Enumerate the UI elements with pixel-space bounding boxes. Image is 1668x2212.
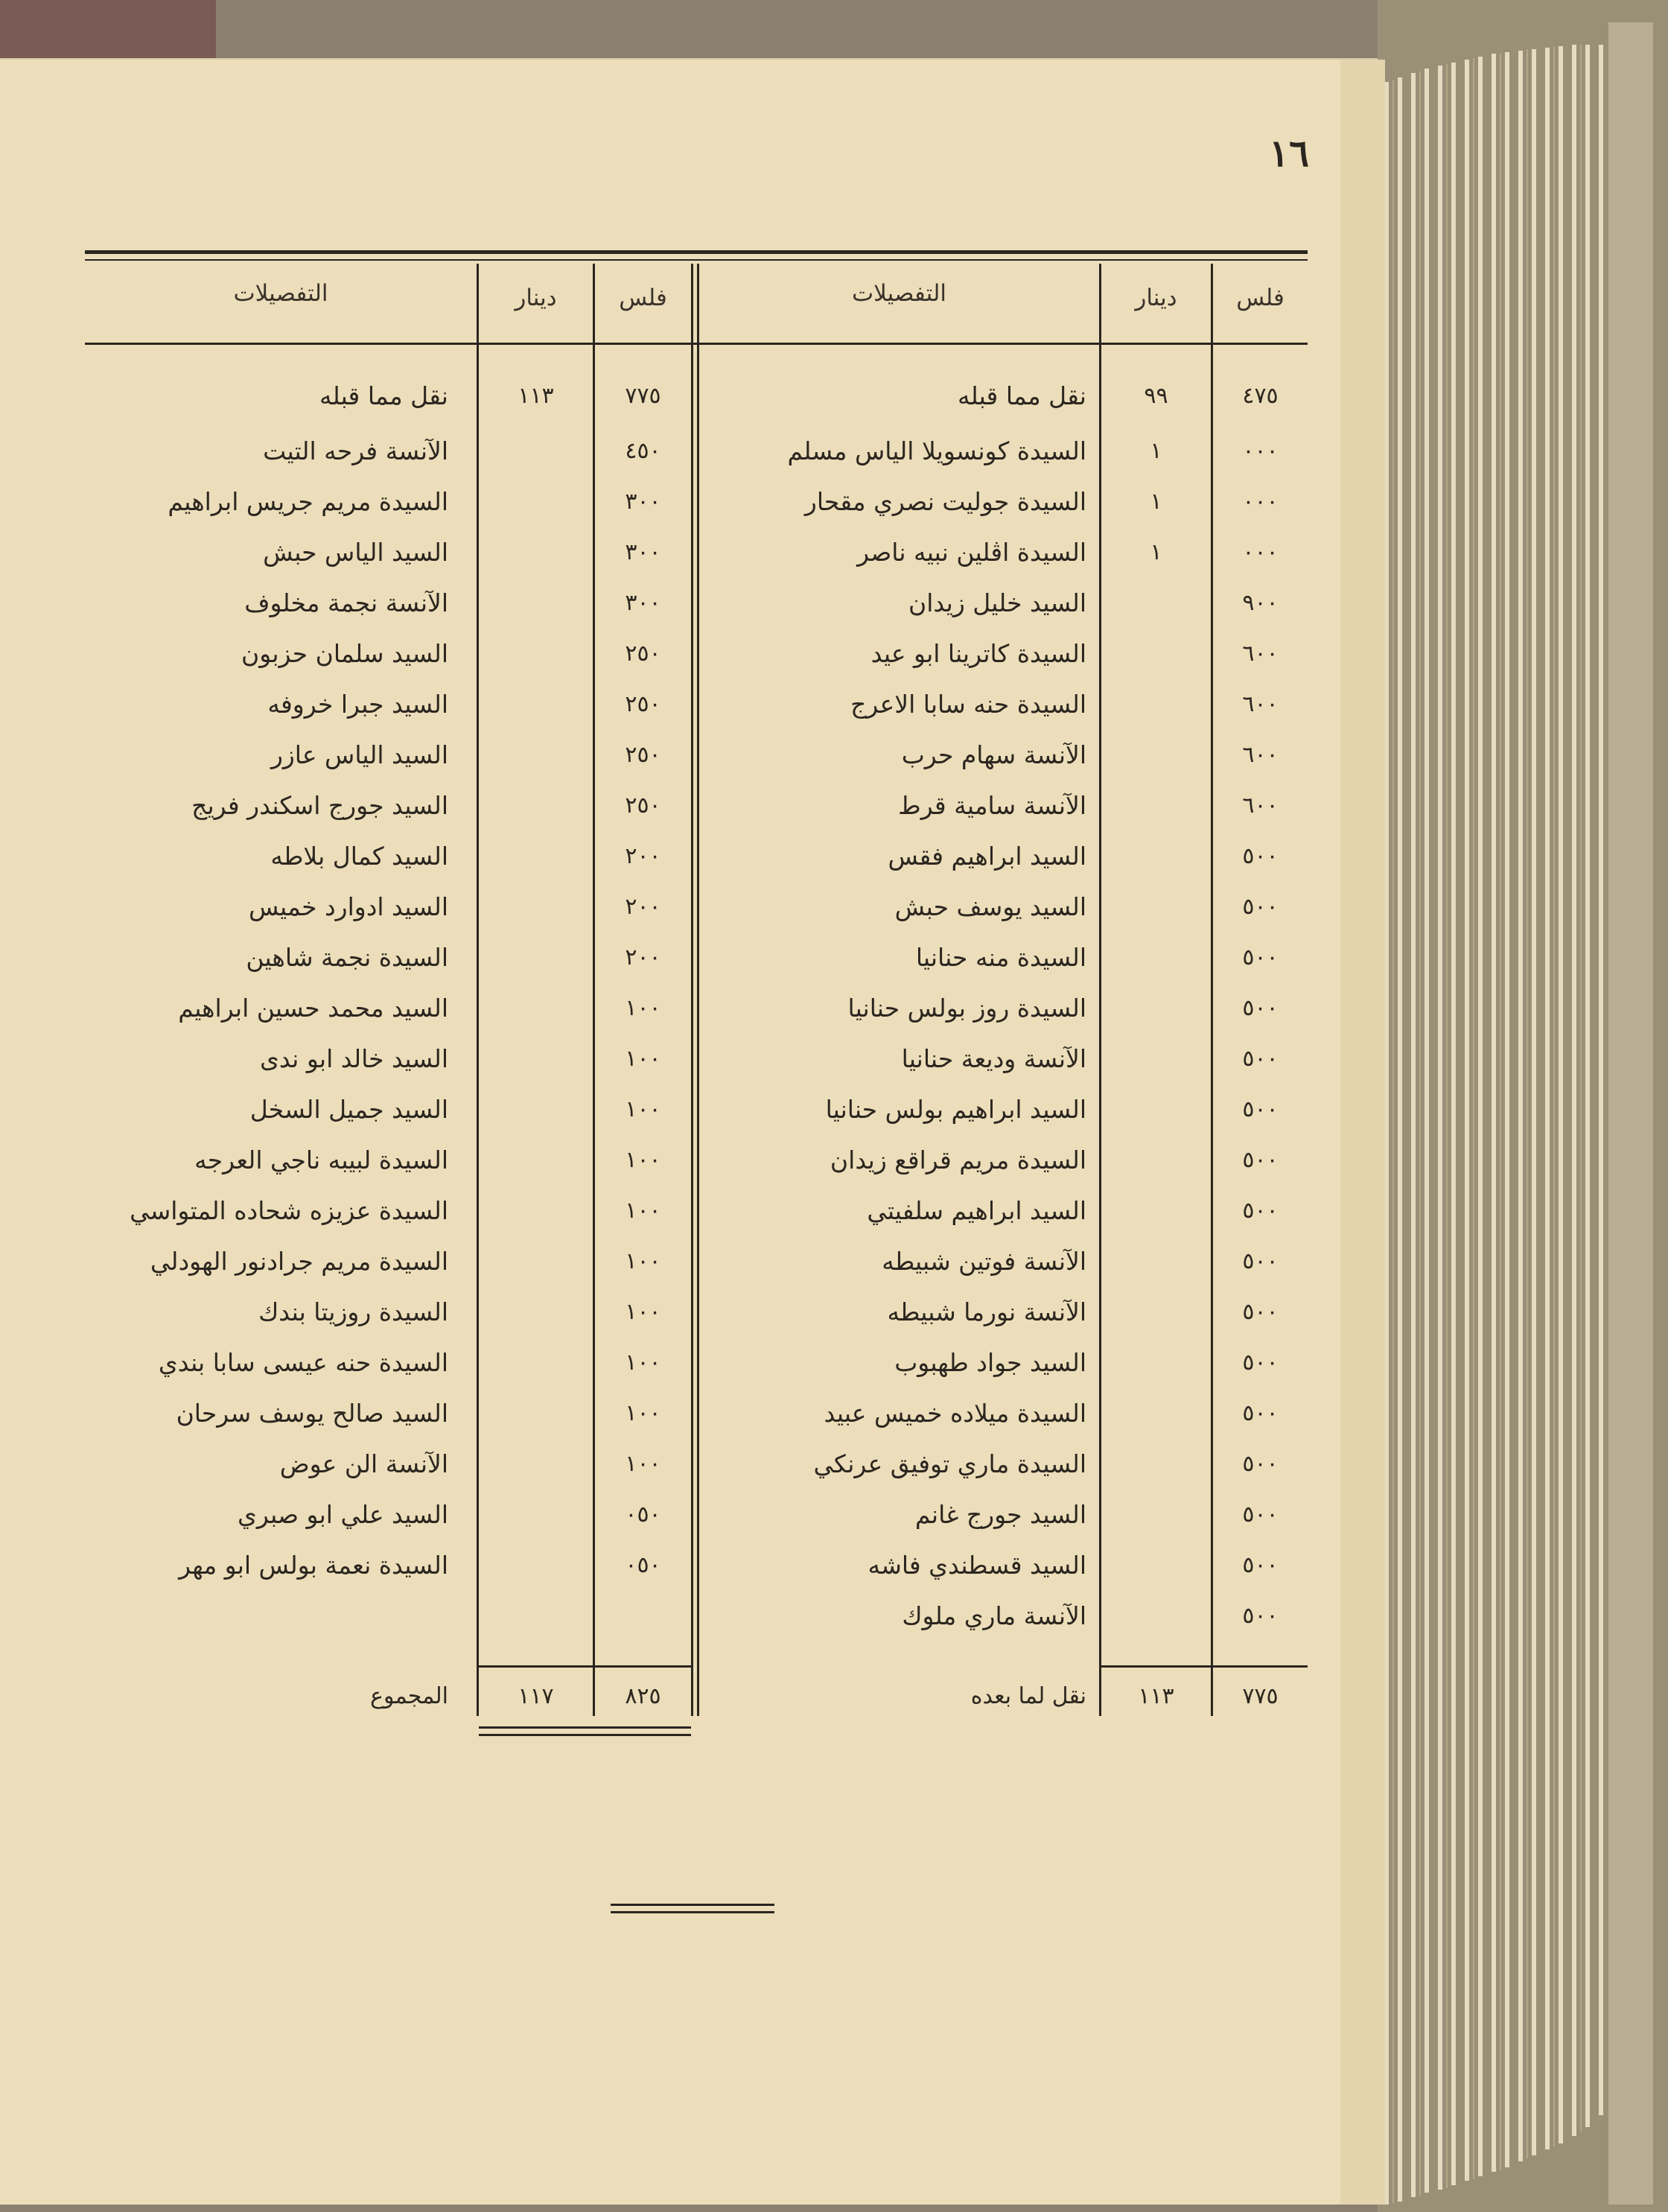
left-total-row: [85, 1671, 1308, 1722]
fils-cell: ٥٠٠: [1242, 944, 1279, 970]
table-row: [85, 527, 1308, 578]
table-row: [85, 1186, 1308, 1236]
dinar-cell: ١١٣: [1138, 1683, 1174, 1709]
dinar-cell: ٩٩: [1144, 383, 1168, 409]
fils-cell: ٥٠٠: [1242, 1147, 1279, 1173]
name-cell: الآنسة فرحه التيت: [263, 436, 448, 465]
name-cell: السيدة لبيبه ناجي العرجه: [194, 1145, 448, 1175]
name-cell: السيدة روزيتا بندك: [258, 1297, 448, 1326]
fils-cell: ٢٠٠: [625, 894, 661, 920]
name-cell: السيد قسطندي فاشه: [868, 1551, 1086, 1580]
fils-cell: ١٠٠: [625, 1451, 661, 1477]
fils-cell: ٦٠٠: [1242, 691, 1279, 717]
fils-cell: ٥٠٠: [1242, 1248, 1279, 1274]
dinar-cell: [479, 1338, 593, 1388]
dinar-cell: [479, 730, 593, 781]
fils-cell: ٧٧٥: [625, 383, 661, 409]
fils-cell: ١٠٠: [625, 1400, 661, 1426]
table-row: [85, 983, 1308, 1034]
fils-cell: ٢٠٠: [625, 944, 661, 970]
name-cell: الآنسة ماري ملوك: [902, 1601, 1086, 1630]
fils-cell: ٩٠٠: [1242, 590, 1279, 616]
fils-cell: ٠٠٠: [1242, 539, 1279, 565]
fils-cell: ٧٧٥: [1242, 1683, 1279, 1709]
name-cell: السيدة عزيزه شحاده المتواسي: [130, 1196, 448, 1225]
name-cell: الآنسة سامية قرط: [898, 791, 1086, 820]
table-row: [85, 629, 1308, 679]
fils-cell: ٢٥٠: [625, 691, 661, 717]
fils-cell: ١٠٠: [625, 1299, 661, 1325]
header-fils-left: فلس: [619, 285, 667, 311]
dinar-cell: [479, 882, 593, 932]
table-row: [85, 679, 1308, 730]
name-cell: السيدة حنه عيسى سابا بندي: [158, 1348, 448, 1377]
dinar-cell: [479, 629, 593, 679]
dinar-cell: [479, 477, 593, 527]
fils-cell: ٥٠٠: [1242, 1096, 1279, 1122]
dinar-cell: [479, 578, 593, 629]
name-cell: السيد جورج غانم: [914, 1500, 1086, 1529]
table-row: [85, 932, 1308, 983]
table-row: [85, 1388, 1308, 1439]
right-total-rule: [1101, 1665, 1308, 1668]
dinar-cell: [479, 527, 593, 578]
donations-ledger-table: [85, 250, 1308, 1755]
name-cell: السيد جورج اسكندر فريج: [191, 791, 448, 820]
table-row: [85, 1591, 1308, 1641]
name-cell: الآنسة وديعة حنانيا: [901, 1044, 1086, 1073]
dinar-cell: [479, 983, 593, 1034]
name-cell: المجموع: [370, 1683, 448, 1709]
name-cell: السيدة كونسويلا الياس مسلم: [787, 436, 1086, 465]
table-row: [85, 371, 1308, 422]
name-cell: السيد يوسف حبش: [894, 892, 1086, 921]
fils-cell: ٥٠٠: [1242, 1350, 1279, 1376]
dinar-cell: [479, 1135, 593, 1186]
fils-cell: ٦٠٠: [1242, 792, 1279, 819]
fils-cell: ٣٠٠: [625, 590, 661, 616]
fils-cell: ٣٠٠: [625, 489, 661, 515]
name-cell: السيد علي ابو صبري: [238, 1500, 448, 1529]
name-cell: السيد جميل السخل: [249, 1095, 448, 1124]
name-cell: السيدة ميلاده خميس عبيد: [824, 1399, 1086, 1428]
fils-cell: ٤٥٠: [625, 438, 661, 464]
dinar-cell: [479, 1236, 593, 1287]
fils-cell: ٥٠٠: [1242, 894, 1279, 920]
name-cell: السيدة مريم قراقع زيدان: [830, 1145, 1086, 1175]
name-cell: السيد ادوارد خميس: [248, 892, 448, 921]
dinar-cell: [479, 426, 593, 477]
name-cell: السيدة حنه سابا الاعرج: [850, 690, 1086, 719]
dinar-cell: [1101, 1591, 1211, 1641]
name-cell: الآنسة فوتين شبيطه: [882, 1247, 1086, 1276]
dinar-cell: ١: [1150, 438, 1162, 464]
name-cell: السيد سلمان حزبون: [241, 639, 448, 668]
dinar-cell: [479, 1439, 593, 1490]
name-cell: السيد جواد طهبوب: [894, 1348, 1086, 1377]
dinar-cell: [479, 1084, 593, 1135]
table-row: [85, 1540, 1308, 1591]
name-cell: السيدة مريم جريس ابراهيم: [168, 487, 448, 516]
name-cell: السيد ابراهيم بولس حنانيا: [825, 1095, 1086, 1124]
table-row: [85, 1439, 1308, 1490]
fils-cell: ٠٥٠: [625, 1552, 661, 1578]
table-row: [85, 1236, 1308, 1287]
name-cell: الآنسة نجمة مخلوف: [244, 588, 448, 617]
name-cell: السيد محمد حسين ابراهيم: [178, 994, 448, 1023]
fils-cell: ٠٠٠: [1242, 438, 1279, 464]
fils-cell: ١٠٠: [625, 1046, 661, 1072]
header-details-right: التفصيلات: [851, 280, 946, 307]
fils-cell: ٥٠٠: [1242, 843, 1279, 869]
name-cell: السيدة اڤلين نبيه ناصر: [857, 538, 1086, 567]
fils-cell: ٢٥٠: [625, 742, 661, 768]
header-rule: [85, 343, 1308, 345]
name-cell: نقل لما بعده: [970, 1683, 1086, 1709]
name-cell: السيد خالد ابو ندى: [260, 1044, 448, 1073]
fils-cell: ٠٥٠: [625, 1501, 661, 1528]
left-total-rule: [479, 1665, 691, 1668]
name-cell: نقل مما قبله: [957, 381, 1086, 410]
fils-cell: ٦٠٠: [1242, 641, 1279, 667]
dinar-cell: ١١٣: [518, 383, 554, 409]
dinar-cell: ١١٧: [518, 1683, 554, 1709]
name-cell: السيدة نجمة شاهين: [246, 943, 448, 972]
name-cell: نقل مما قبله: [319, 381, 448, 410]
page-number: ١٦: [1269, 131, 1309, 175]
fils-cell: ٥٠٠: [1242, 1552, 1279, 1578]
header-details-left: التفصيلات: [233, 280, 328, 307]
fils-cell: ١٠٠: [625, 1248, 661, 1274]
name-cell: السيد ابراهيم سلفيتي: [867, 1196, 1086, 1225]
table-row: [85, 1338, 1308, 1388]
fils-cell: ٤٧٥: [1242, 383, 1279, 409]
name-cell: السيدة منه حنانيا: [915, 943, 1086, 972]
name-cell: السيدة جوليت نصري مقحار: [804, 487, 1086, 516]
fils-cell: ٨٢٥: [625, 1683, 661, 1709]
top-rule-thin: [85, 259, 1308, 261]
dinar-cell: [479, 1287, 593, 1338]
fils-cell: ٥٠٠: [1242, 1603, 1279, 1629]
name-cell: السيدة ماري توفيق عرنكي: [813, 1449, 1086, 1478]
name-cell: السيدة كاترينا ابو عيد: [870, 639, 1086, 668]
top-rule: [85, 250, 1308, 254]
fils-cell: ٥٠٠: [1242, 1198, 1279, 1224]
name-cell: السيد خليل زيدان: [908, 588, 1086, 617]
table-row: [85, 1490, 1308, 1540]
table-row: [85, 578, 1308, 629]
name-cell: الآنسة الن عوض: [279, 1449, 448, 1478]
table-row: [85, 730, 1308, 781]
fils-cell: ٥٠٠: [1242, 1451, 1279, 1477]
fils-cell: ٥٠٠: [1242, 1501, 1279, 1528]
fils-cell: ٣٠٠: [625, 539, 661, 565]
table-row: [85, 477, 1308, 527]
dinar-cell: [479, 781, 593, 831]
fils-cell: ٢٥٠: [625, 792, 661, 819]
table-row: [85, 1084, 1308, 1135]
dinar-cell: [479, 679, 593, 730]
fils-cell: ٦٠٠: [1242, 742, 1279, 768]
header-dinar-right: دينار: [1135, 285, 1177, 311]
header-dinar-left: دينار: [515, 285, 557, 311]
name-cell: السيدة روز بولس حنانيا: [847, 994, 1086, 1023]
table-row: [85, 426, 1308, 477]
dinar-cell: [479, 831, 593, 882]
fils-cell: ٥٠٠: [1242, 1046, 1279, 1072]
dinar-cell: [479, 1540, 593, 1591]
name-cell: الآنسة نورما شبيطه: [887, 1297, 1086, 1326]
name-cell: السيد صالح يوسف سرحان: [176, 1399, 448, 1428]
fils-cell: ٢٠٠: [625, 843, 661, 869]
fils-cell: ٥٠٠: [1242, 1299, 1279, 1325]
dinar-cell: ١: [1150, 489, 1162, 515]
table-row: [85, 1034, 1308, 1084]
header-fils-right: فلس: [1236, 285, 1285, 311]
table-row: [85, 1287, 1308, 1338]
fils-cell: ٠٠٠: [1242, 489, 1279, 515]
table-row: [85, 831, 1308, 882]
name-cell: السيد الياس عازر: [270, 740, 448, 769]
fils-cell: ١٠٠: [625, 1198, 661, 1224]
name-cell: السيد ابراهيم فقس: [888, 842, 1086, 871]
table-row: [85, 1135, 1308, 1186]
fils-cell: ١٠٠: [625, 1350, 661, 1376]
dinar-cell: [479, 1186, 593, 1236]
dinar-cell: [479, 1388, 593, 1439]
name-cell: السيد الياس حبش: [263, 538, 448, 567]
ornament-rule: [611, 1901, 774, 1919]
dinar-cell: [479, 932, 593, 983]
fils-cell: ١٠٠: [625, 1147, 661, 1173]
fils-cell: ٥٠٠: [1242, 1400, 1279, 1426]
name-cell: السيدة مريم جرادنور الهودلي: [150, 1247, 448, 1276]
table-row: [85, 882, 1308, 932]
dinar-cell: [479, 1490, 593, 1540]
name-cell: السيد كمال بلاطه: [270, 842, 448, 871]
total-double-rule: [479, 1726, 691, 1729]
fils-cell: ٢٥٠: [625, 641, 661, 667]
name-cell: السيدة نعمة بولس ابو مهر: [179, 1551, 448, 1580]
name-cell: السيد جبرا خروفه: [267, 690, 448, 719]
fils-cell: ١٠٠: [625, 1096, 661, 1122]
table-row: [85, 781, 1308, 831]
fils-cell: ٥٠٠: [1242, 995, 1279, 1021]
name-cell: الآنسة سهام حرب: [901, 740, 1086, 769]
total-double-rule: [479, 1734, 691, 1736]
fils-cell: ١٠٠: [625, 995, 661, 1021]
dinar-cell: ١: [1150, 539, 1162, 565]
dinar-cell: [479, 1034, 593, 1084]
